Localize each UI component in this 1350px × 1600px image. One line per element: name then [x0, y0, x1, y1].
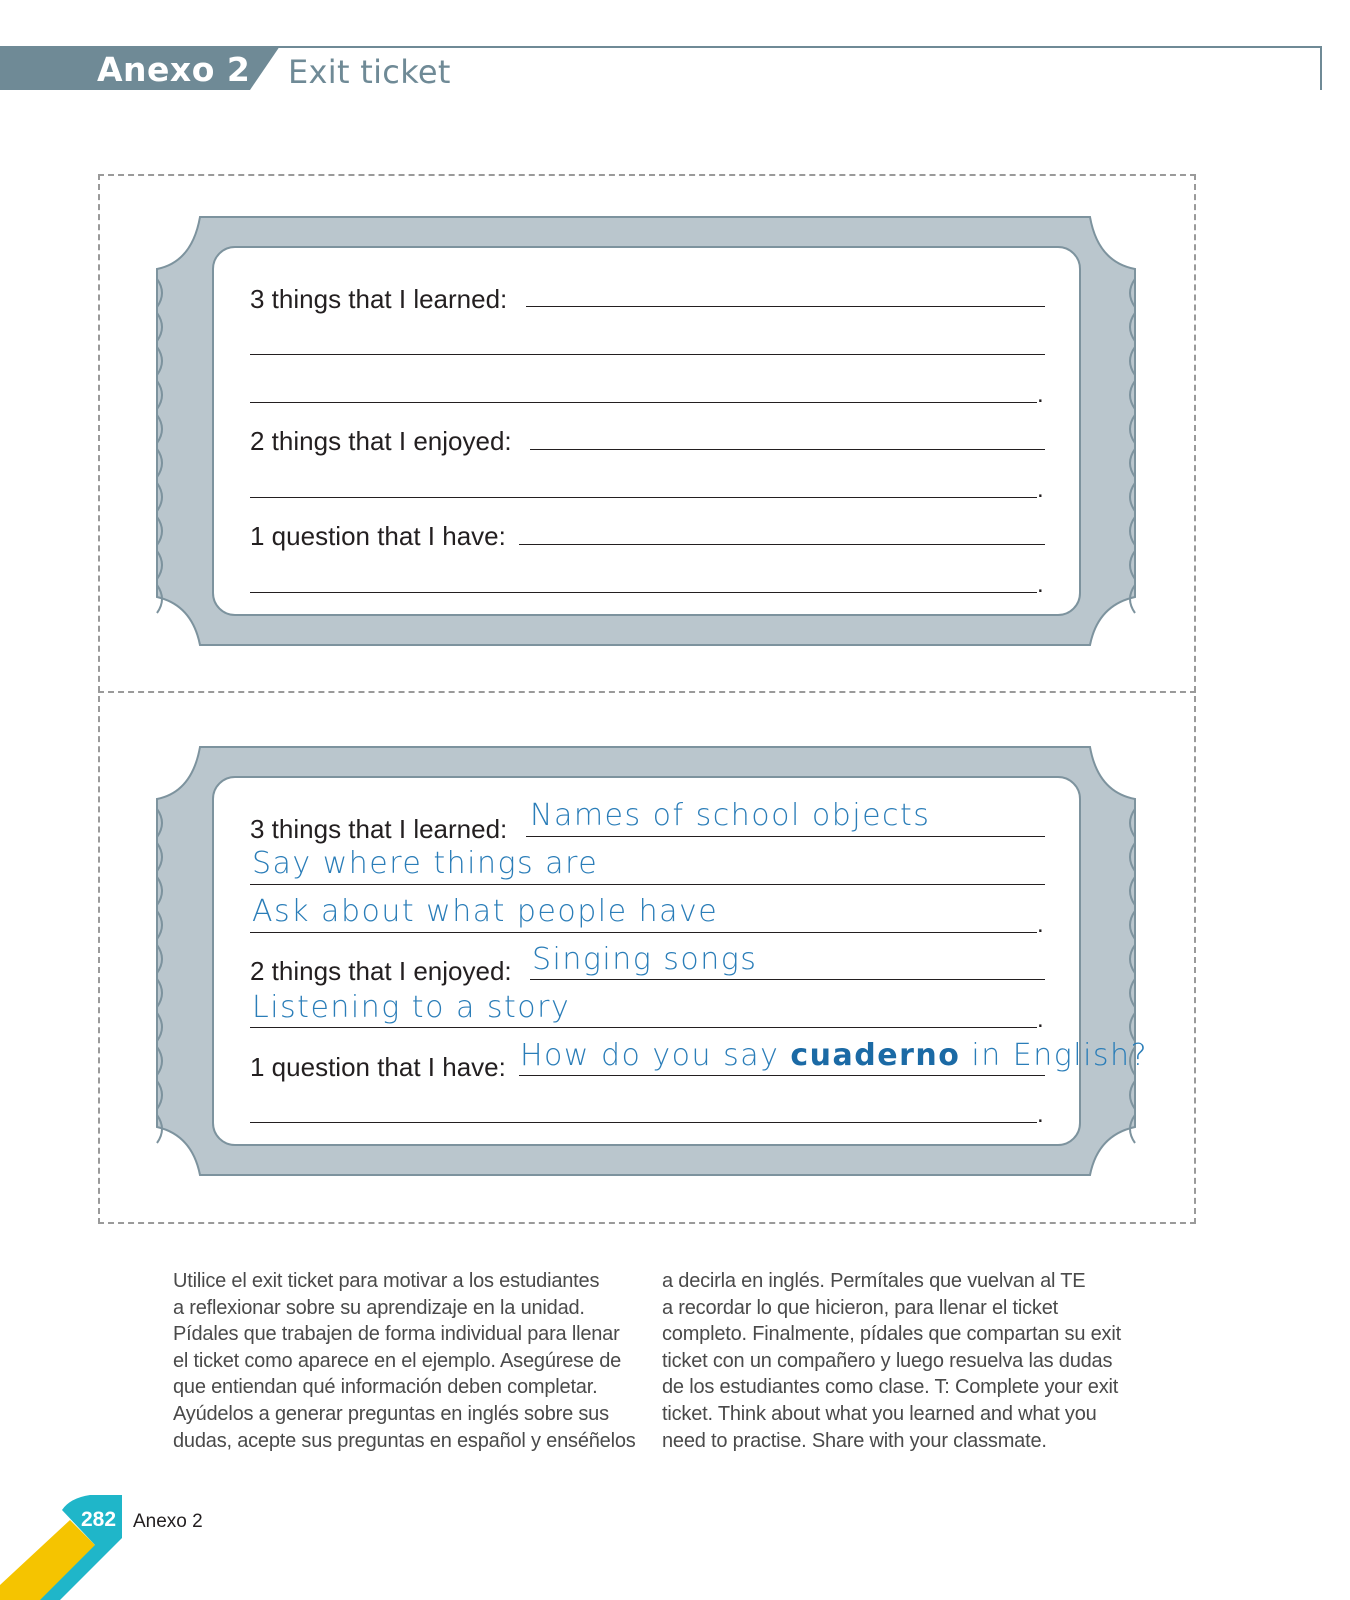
- answer-line[interactable]: [250, 354, 1045, 355]
- page-title: Exit ticket: [288, 53, 451, 91]
- enjoyed-answer-1: Singing songs: [532, 942, 758, 977]
- instruction-line: que entiendan qué información deben completar.: [173, 1376, 598, 1399]
- footer-section: Anexo 2: [133, 1511, 203, 1532]
- instruction-line: dudas, acepte sus preguntas en español y enséñelos: [173, 1429, 636, 1452]
- enjoyed-answer-2: Listening to a story: [252, 990, 571, 1025]
- question-keyword: cuaderno: [790, 1038, 961, 1073]
- learned-prompt: 3 things that I learned:: [250, 284, 508, 314]
- answer-line: [250, 932, 1037, 933]
- question-prompt: 1 question that I have:: [250, 1052, 506, 1082]
- period-mark: .: [1037, 381, 1044, 408]
- instruction-line: completo. Finalmente, pídales que compartan su exit: [662, 1323, 1121, 1346]
- answer-line: [250, 1122, 1037, 1123]
- page-number-badge: [0, 1490, 200, 1600]
- learned-answer-2: Say where things are: [252, 846, 599, 881]
- instruction-line: ticket con un compañero y luego resuelva las dudas: [662, 1349, 1113, 1372]
- instruction-line: Ayúdelos a generar preguntas en inglés sobre sus: [173, 1402, 609, 1425]
- answer-line: [526, 836, 1045, 837]
- learned-answer-3: Ask about what people have: [252, 894, 719, 929]
- answer-line[interactable]: [526, 306, 1045, 307]
- period-mark: .: [1037, 1006, 1044, 1033]
- annex-label: Anexo 2: [97, 50, 251, 89]
- answer-line[interactable]: [250, 592, 1037, 593]
- instruction-line: need to practise. Share with your classmate.: [662, 1429, 1047, 1452]
- answer-line[interactable]: [530, 449, 1045, 450]
- period-mark: .: [1037, 476, 1044, 503]
- instruction-line: a reflexionar sobre su aprendizaje en la unidad.: [173, 1296, 585, 1319]
- instructions-right: [662, 1268, 1132, 1454]
- answer-line: [519, 1075, 1045, 1076]
- enjoyed-prompt: 2 things that I enjoyed:: [250, 956, 512, 986]
- instruction-line: a recordar lo que hicieron, para llenar el ticket: [662, 1296, 1058, 1319]
- question-prompt: 1 question that I have:: [250, 521, 506, 551]
- period-mark: .: [1037, 571, 1044, 598]
- instruction-line: Pídales que trabajen de forma individual para llenar: [173, 1323, 620, 1346]
- instruction-line: Utilice el exit ticket para motivar a los estudiantes: [173, 1270, 600, 1292]
- page-number: 282: [81, 1508, 117, 1531]
- instructions-left: [173, 1268, 643, 1454]
- instruction-line: el ticket como aparece en el ejemplo. Asegúrese de: [173, 1349, 622, 1372]
- instruction-line: ticket. Think about what you learned and what you: [662, 1402, 1097, 1425]
- answer-line: [250, 1027, 1037, 1028]
- instruction-line: a decirla en inglés. Permítales que vuelvan al TE: [662, 1270, 1086, 1292]
- question-answer-end: in English?: [960, 1038, 1148, 1073]
- period-mark: .: [1037, 911, 1044, 938]
- answer-line: [530, 979, 1045, 980]
- instruction-line: de los estudiantes como clase. T: Complete your exit: [662, 1376, 1119, 1399]
- answer-line[interactable]: [250, 497, 1037, 498]
- period-mark: .: [1037, 1101, 1044, 1128]
- answer-line[interactable]: [519, 544, 1045, 545]
- learned-prompt: 3 things that I learned:: [250, 814, 508, 844]
- question-answer-start: How do you say: [520, 1038, 791, 1073]
- answer-line[interactable]: [250, 402, 1037, 403]
- enjoyed-prompt: 2 things that I enjoyed:: [250, 426, 512, 456]
- question-answer: [520, 1038, 1148, 1073]
- answer-line: [250, 884, 1045, 885]
- learned-answer-1: Names of school objects: [530, 798, 931, 833]
